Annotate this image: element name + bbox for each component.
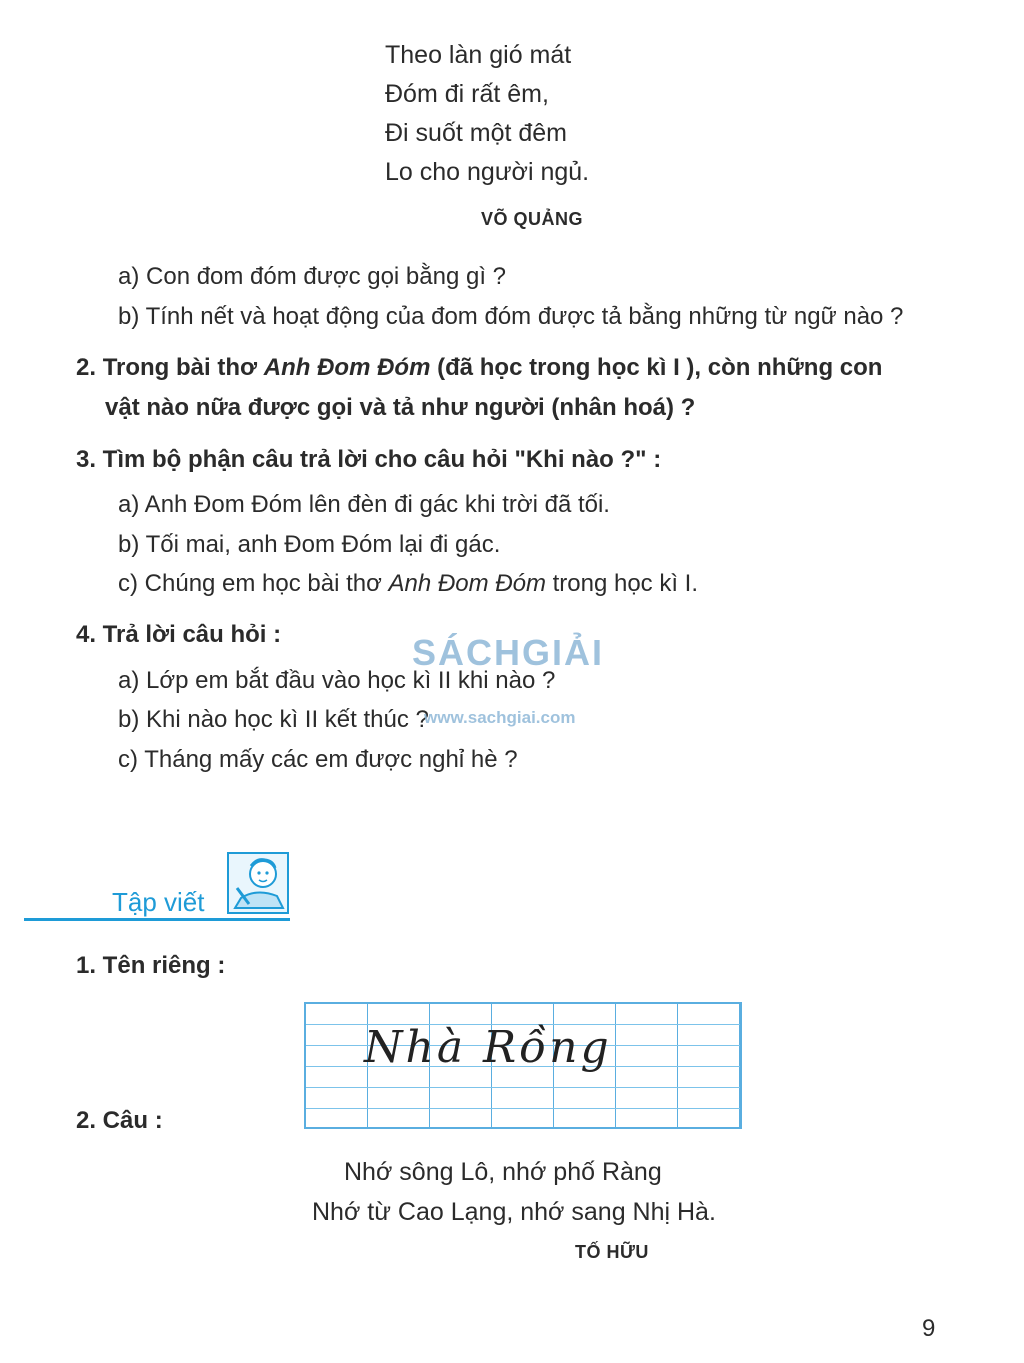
watermark-brand: SÁCHGIẢI — [412, 632, 605, 673]
child-writing-icon — [227, 852, 289, 914]
handwriting-sample: Nhà Rồng — [364, 1022, 612, 1073]
question-2 — [76, 348, 956, 388]
verse-author: TỐ HỮU — [575, 1242, 649, 1262]
poem-author: VÕ QUẢNG — [481, 209, 584, 229]
q3-c-text: c) Chúng em học bài thơ — [118, 570, 389, 597]
poem-line: Đi suốt một đêm — [385, 119, 568, 147]
question-text: Trong bài thơ — [102, 354, 264, 381]
page-number: 9 — [922, 1315, 936, 1342]
section-title: Tập viết — [112, 887, 205, 917]
verse-line: Nhớ sông Lô, nhớ phố Ràng — [344, 1158, 662, 1186]
q4-sub-b: b) Khi nào học kì II kết thúc ? — [118, 706, 429, 733]
question-2-line2: vật nào nữa được gọi và tả như người (nhân hoá) ? — [105, 394, 696, 421]
q3-c-text: trong học kì I. — [545, 570, 699, 597]
q3-sub-c — [118, 564, 698, 604]
section-underline — [24, 918, 290, 921]
q3-sub-a: a) Anh Đom Đóm lên đèn đi gác khi trời đã tối. — [118, 491, 610, 518]
handwriting-grid — [304, 1002, 742, 1129]
question-3: 3. Tìm bộ phận câu trả lời cho câu hỏi "Khi nào ?" : — [76, 446, 662, 473]
question-number: 2. — [76, 354, 97, 381]
verse-line: Nhớ từ Cao Lạng, nhớ sang Nhị Hà. — [312, 1198, 716, 1226]
watermark-logo — [412, 632, 604, 674]
poem-line: Đóm đi rất êm, — [385, 80, 549, 108]
poem-title: Anh Đom Đóm — [263, 354, 431, 381]
poem-line: Lo cho người ngủ. — [385, 158, 590, 186]
q1-sub-a: a) Con đom đóm được gọi bằng gì ? — [118, 263, 507, 290]
question-text: (đã học trong học kì I ), còn những con — [430, 354, 883, 381]
watermark-url: www.sachgiai.com — [424, 708, 576, 727]
question-4: 4. Trả lời câu hỏi : — [76, 621, 282, 648]
q4-sub-c: c) Tháng mấy các em được nghỉ hè ? — [118, 746, 518, 773]
tapviet-item-1: 1. Tên riêng : — [76, 952, 226, 979]
q3-sub-b: b) Tối mai, anh Đom Đóm lại đi gác. — [118, 531, 501, 558]
q4-sub-a: a) Lớp em bắt đầu vào học kì II khi nào ? — [118, 667, 556, 694]
q1-sub-b: b) Tính nết và hoạt động của đom đóm được tả bằng những từ ngữ nào ? — [118, 303, 904, 330]
poem-title: Anh Đom Đóm — [388, 570, 546, 597]
poem — [385, 36, 589, 192]
poem-line: Theo làn gió mát — [385, 41, 572, 69]
tapviet-item-2: 2. Câu : — [76, 1107, 163, 1134]
